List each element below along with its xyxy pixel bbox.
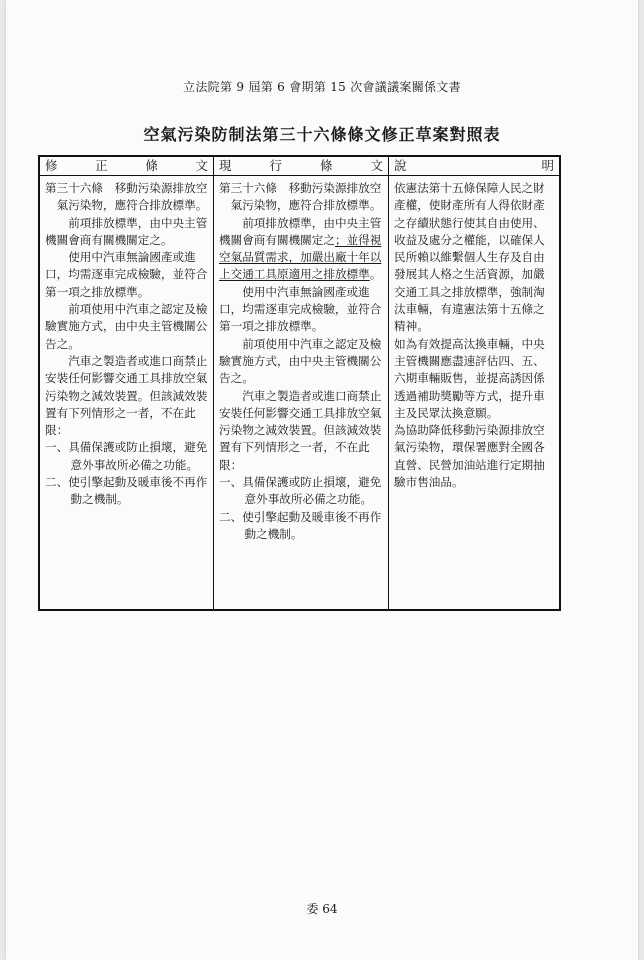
- explanation-column: [389, 180, 559, 491]
- document-title: 空氣污染防制法第三十六條條文修正草案對照表: [143, 125, 501, 144]
- explanation-paragraph: 依憲法第十五條保障人民之財產權，使財產所有人得依財產之存續狀態行使其自由使用、收益及處分之權能，以確保人民所賴以維繫個人生存及自由發展其人格之生活資源，加嚴交通工具之排放標準，強制淘汰車輛，有違憲法第十五條之精神。: [394, 181, 545, 334]
- header-amended: 修 正 條 文: [45, 158, 208, 173]
- current-text: 。: [369, 267, 382, 282]
- amended-paragraph: 前項排放標準，由中央主管機關會商有關機關定之。: [45, 215, 208, 247]
- current-paragraph: 汽車之製造者或進口商禁止安裝任何影響交通工具排放空氣污染物之減效裝置。但該減效裝置有下列情形之一者，不在此限：: [219, 388, 382, 472]
- current-item: 一、具備保護或防止損壞，避免意外事故所必備之功能。: [219, 475, 382, 507]
- current-paragraph: 使用中汽車無論國產或進口，均需逐車完成檢驗，並符合第一項之排放標準。: [219, 284, 382, 334]
- current-article: 第三十六條 移動污染源排放空氣污染物，應符合排放標準。: [219, 181, 382, 213]
- current-text: 前項排放標準，由中央主管機關會商有關機關定之: [219, 215, 382, 247]
- current-item: 二、使引擎起動及暖車後不再作動之機制。: [219, 509, 382, 541]
- amended-paragraph: 前項使用中汽車之認定及檢驗實施方式，由中央主管機關公告之。: [45, 302, 208, 351]
- amended-paragraph: 汽車之製造者或進口商禁止安裝任何影響交通工具排放空氣污染物之減效裝置。但該減效裝置有下列情形之一者，不在此限：: [45, 353, 208, 438]
- comparison-table: [38, 155, 561, 611]
- amended-column: [40, 180, 213, 509]
- current-paragraph: 前項使用中汽車之認定及檢驗實施方式，由中央主管機關公告之。: [219, 336, 382, 386]
- page-number: 委 64: [306, 902, 338, 916]
- amended-item: 一、具備保護或防止損壞，避免意外事故所必備之功能。: [45, 440, 208, 472]
- underlined-amendment: ；並得視空氣品質需求，加嚴出廠十年以上交通工具原適用之排放標準: [219, 232, 382, 282]
- explanation-paragraph: 如為有效提高汰換車輛，中央主管機關應盡速評估四、五、六期車輛販售，並提高誘因係透過補助獎勵等方式，提升車主及民眾汰換意願。: [394, 336, 545, 420]
- header-current: 現 行 條 文: [219, 158, 383, 173]
- header-explanation: 說 明: [394, 158, 554, 173]
- current-column: [214, 180, 388, 543]
- document-header: 立法院第 9 屆第 6 會期第 15 次會議議案關係文書: [183, 80, 461, 94]
- table-header-row: [40, 157, 559, 176]
- explanation-paragraph: 為協助降低移動污染源排放空氣污染物，環保署應對全國各直營、民營加油站進行定期抽驗市售油品。: [394, 423, 545, 490]
- document-page: [6, 0, 638, 960]
- current-paragraph: [219, 215, 384, 284]
- amended-paragraph: 使用中汽車無論國產或進口，均需逐車完成檢驗，並符合第一項之排放標準。: [45, 250, 208, 299]
- amended-item: 二、使引擎起動及暖車後不再作動之機制。: [45, 475, 208, 507]
- amended-article: 第三十六條 移動污染源排放空氣污染物，應符合排放標準。: [45, 181, 208, 213]
